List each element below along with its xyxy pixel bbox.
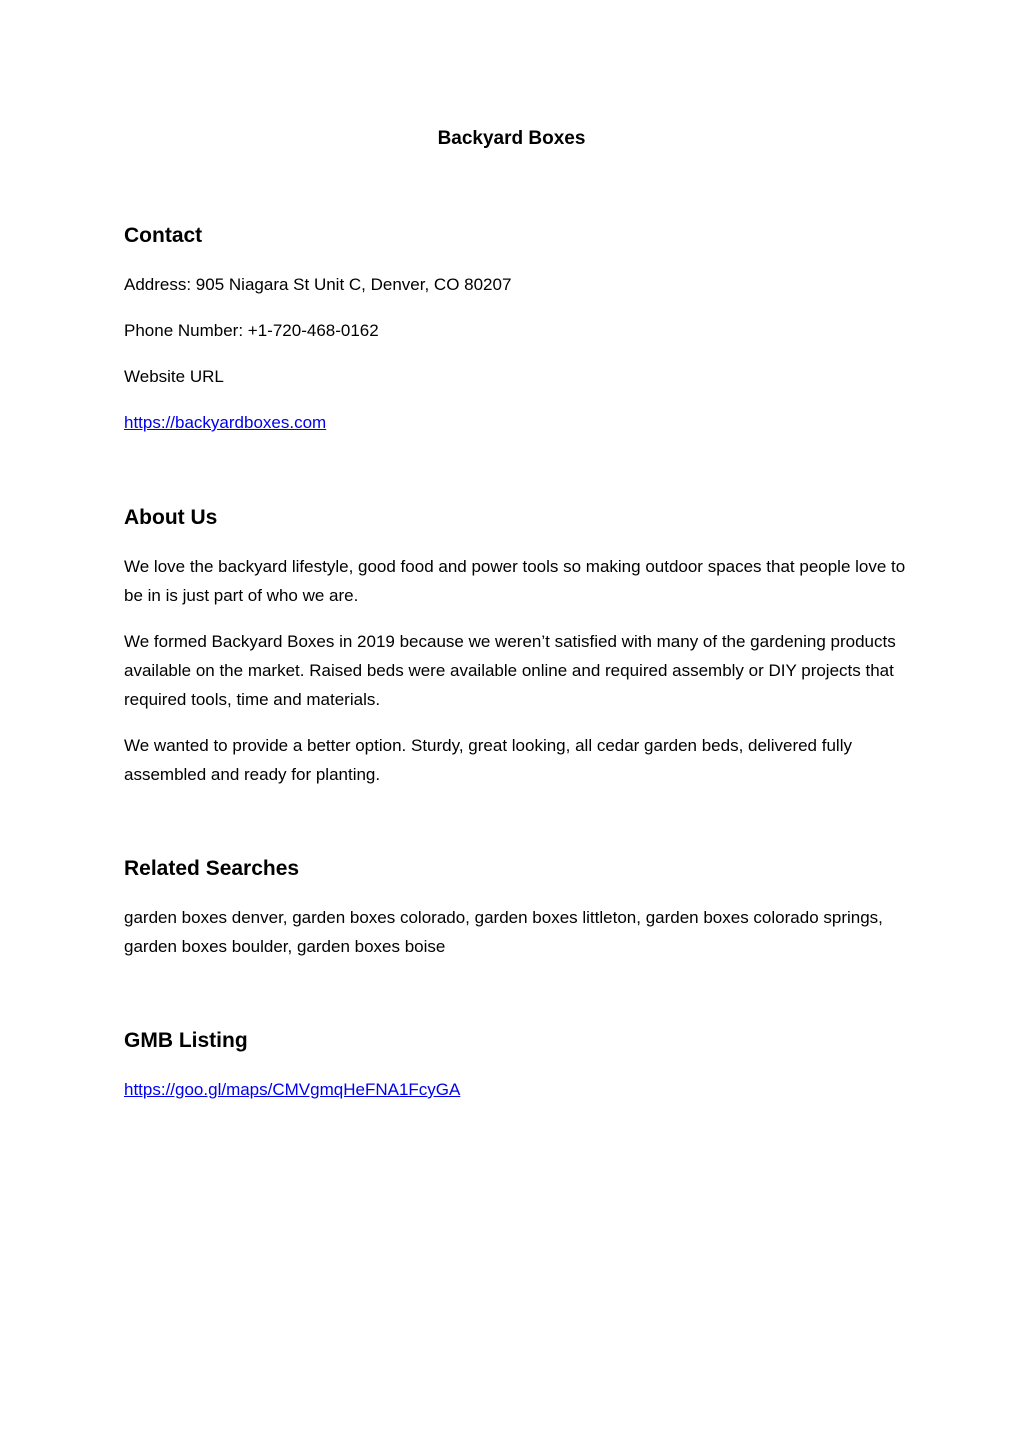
- website-label: Website URL: [124, 367, 224, 386]
- contact-heading: Contact: [124, 224, 203, 247]
- address-text: Address: 905 Niagara St Unit C, Denver, CO 80207: [124, 275, 512, 294]
- about-paragraph: We wanted to provide a better option. Sturdy, great looking, all cedar garden beds, delivered fully assembled and ready for planting.: [124, 736, 852, 784]
- related-searches-heading: Related Searches: [124, 857, 300, 880]
- related-searches-text: garden boxes denver, garden boxes colorado, garden boxes littleton, garden boxes colorado springs, garden boxes boulder, garden boxes boise: [124, 908, 883, 956]
- gmb-listing-section: [124, 1027, 914, 1104]
- gmb-listing-heading: GMB Listing: [124, 1029, 248, 1052]
- document-title: Backyard Boxes: [437, 128, 586, 149]
- contact-section: [124, 222, 914, 437]
- about-paragraph: We love the backyard lifestyle, good food and power tools so making outdoor spaces that people love to be in is just part of who we are.: [124, 557, 906, 605]
- about-section: [124, 504, 914, 789]
- gmb-listing-link[interactable]: https://goo.gl/maps/CMVgmqHeFNA1FcyGA: [124, 1080, 461, 1099]
- related-searches-section: [124, 855, 914, 961]
- about-heading: About Us: [124, 506, 218, 529]
- about-paragraph: We formed Backyard Boxes in 2019 because we weren’t satisfied with many of the gardening products available on the market. Raised beds were available online and required assembly or DIY projects that required tools, time and materials.: [124, 632, 896, 709]
- phone-text: Phone Number: +1-720-468-0162: [124, 321, 379, 340]
- website-link[interactable]: https://backyardboxes.com: [124, 413, 327, 432]
